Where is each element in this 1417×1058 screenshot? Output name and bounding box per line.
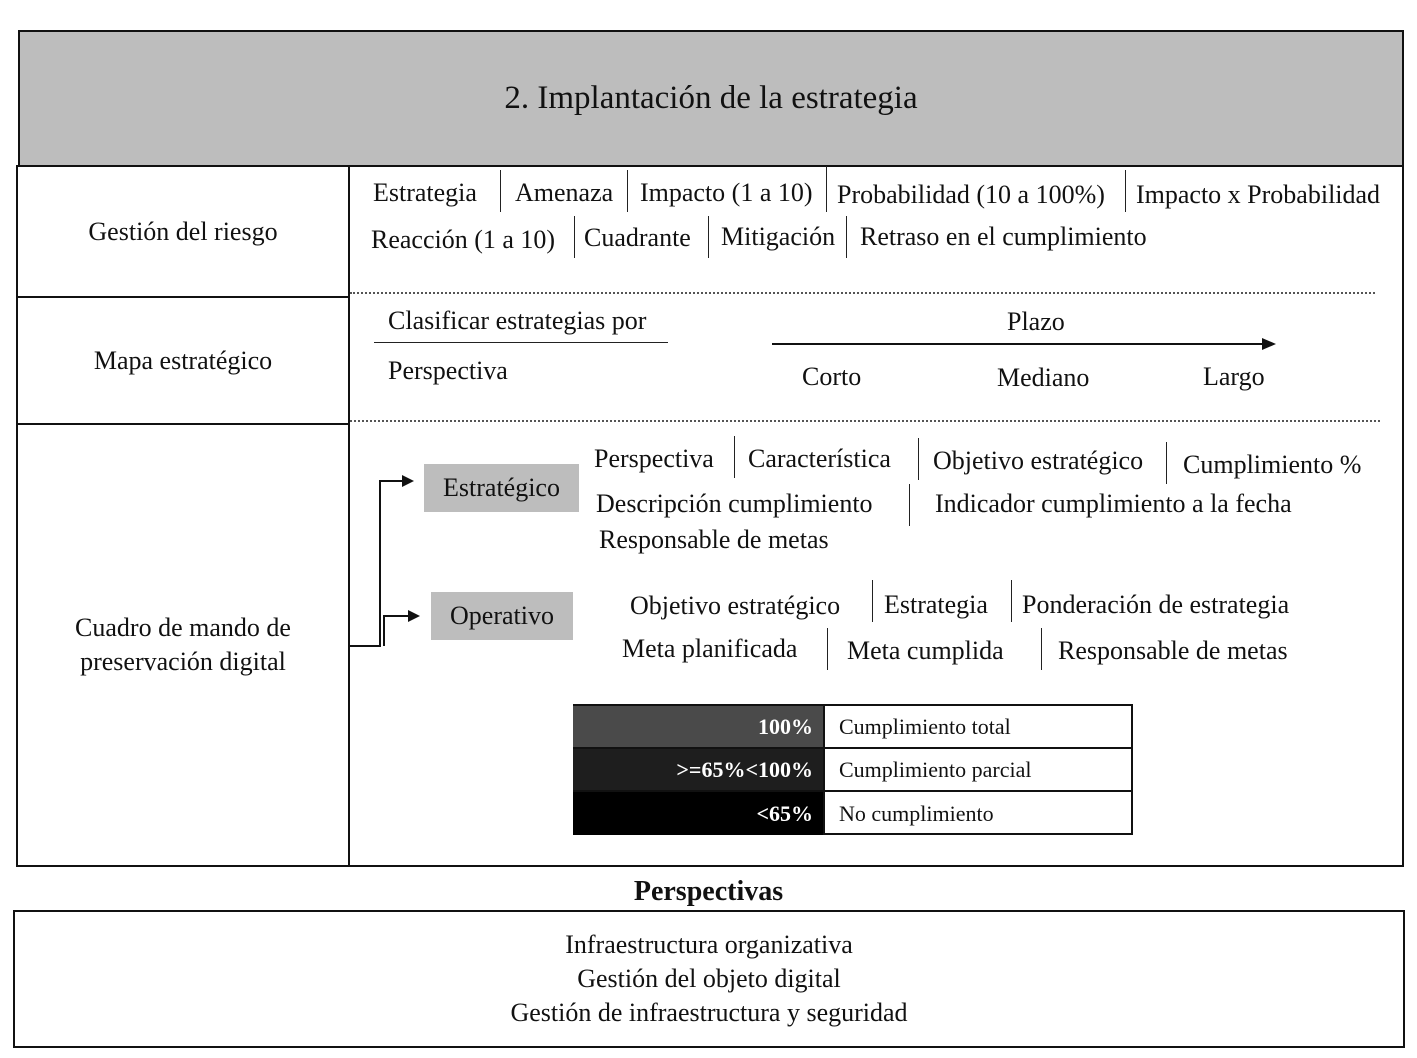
estrategico-tag-label: Estratégico [443,473,560,502]
field-impacto-x-probabilidad: Impacto x Probabilidad [1136,180,1381,209]
legend-key: >=65%<100% [573,749,823,790]
field-reaccion: Reacción (1 a 10) [371,225,556,254]
field-responsable-metas: Responsable de metas [599,525,829,554]
field-estrategia: Estrategia [884,590,988,619]
section-title: 2. Implantación de la estrategia [504,80,918,116]
legend-row [573,749,1133,792]
field-indicador-cumplimiento: Indicador cumplimiento a la fecha [935,489,1292,518]
plazo-label: Plazo [1007,307,1065,336]
perspectiva-item: Infraestructura organizativa [565,930,853,959]
field-cumplimiento-pct: Cumplimiento % [1183,450,1362,479]
separator [827,628,828,670]
plazo-mediano: Mediano [997,363,1090,392]
separator [918,438,919,480]
section-header [18,30,1404,167]
plazo-corto: Corto [802,362,862,391]
separator [1125,170,1126,212]
field-descripcion-cumplimiento: Descripción cumplimiento [596,489,873,518]
legend-row [573,706,1133,749]
estrategico-tag [424,464,579,512]
row-label-text: preservación digital [80,647,286,676]
field-retraso: Retraso en el cumplimiento [860,222,1147,251]
field-impacto: Impacto (1 a 10) [640,178,813,207]
field-ponderacion: Ponderación de estrategia [1022,590,1290,619]
field-objetivo-estrategico: Objetivo estratégico [933,446,1144,475]
operativo-tag [431,592,573,640]
row-label-gestion-riesgo [16,165,350,298]
separator [574,216,575,258]
perspectivas-box [13,910,1405,1048]
perspectiva-item: Gestión de infraestructura y seguridad [510,998,908,1027]
separator [500,170,501,212]
legend-row [573,792,1133,835]
separator [1041,628,1042,670]
separator [826,166,827,212]
field-responsable-metas: Responsable de metas [1058,636,1288,665]
perspectiva-label: Perspectiva [388,356,508,385]
legend-label: Cumplimiento parcial [823,749,1133,790]
separator [734,436,735,478]
legend-label: Cumplimiento total [823,706,1133,747]
field-cuadrante: Cuadrante [584,223,691,252]
fraction-line [374,342,668,343]
field-perspectiva: Perspectiva [594,444,714,473]
dotted-divider [350,292,1375,294]
branch-connector [348,470,428,660]
separator [1011,580,1012,622]
field-caracteristica: Característica [748,444,891,473]
separator [708,216,709,258]
perspectiva-item: Gestión del objeto digital [577,964,841,993]
separator [1166,442,1167,484]
legend-label: No cumplimiento [823,792,1133,835]
perspectivas-title: Perspectivas [633,876,784,907]
field-estrategia: Estrategia [373,178,477,207]
separator [627,170,628,212]
separator [909,484,910,526]
row-label-text: Cuadro de mando de [75,613,291,642]
field-mitigacion: Mitigación [721,222,836,251]
field-probabilidad: Probabilidad (10 a 100%) [837,180,1105,209]
operativo-tag-label: Operativo [450,601,554,630]
field-amenaza: Amenaza [515,178,614,207]
field-meta-cumplida: Meta cumplida [847,636,1004,665]
plazo-arrow [770,334,1280,354]
dotted-divider [350,420,1380,422]
plazo-largo: Largo [1203,362,1265,391]
separator [872,580,873,622]
clasificar-label: Clasificar estrategias por [388,306,647,335]
row-label-text: Gestión del riesgo [88,216,278,246]
row-label-text: Mapa estratégico [93,345,273,375]
separator [846,216,847,258]
legend-key: <65% [573,792,823,835]
field-objetivo-estrategico: Objetivo estratégico [630,591,841,620]
row-label-mapa-estrategico [16,296,350,425]
row-label-cuadro-mando [16,423,350,867]
legend-key: 100% [573,706,823,747]
field-meta-planificada: Meta planificada [622,634,798,663]
